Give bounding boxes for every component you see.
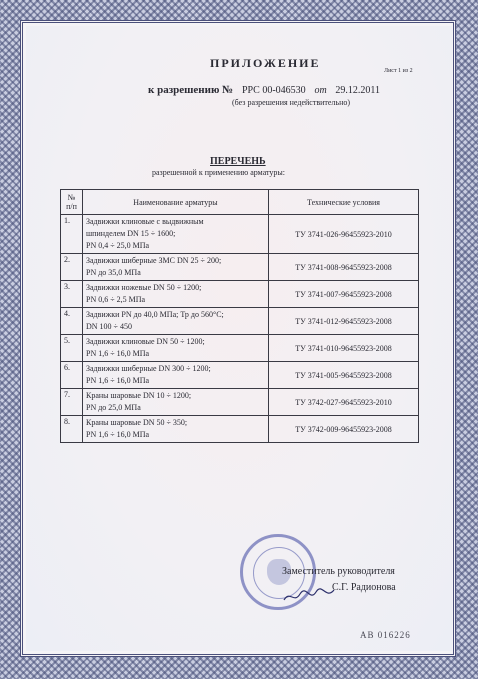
equipment-name-line: Задвижки PN до 40,0 МПа; Тр до 560°С; xyxy=(86,310,224,319)
table-row xyxy=(61,389,419,416)
technical-spec: ТУ 3741-012-96455923-2008 xyxy=(269,308,419,335)
table-row xyxy=(61,215,419,254)
equipment-name-line: PN 1,6 ÷ 16,0 МПа xyxy=(86,349,150,358)
row-number: 1. xyxy=(61,215,83,254)
equipment-name-line: PN 1,6 ÷ 16,0 МПа xyxy=(86,376,150,385)
equipment-name-line: Краны шаровые DN 50 ÷ 350; xyxy=(86,418,188,427)
equipment-name-line: PN до 35,0 МПа xyxy=(86,268,141,277)
technical-spec: ТУ 3741-010-96455923-2008 xyxy=(269,335,419,362)
equipment-name xyxy=(83,281,269,308)
equipment-name xyxy=(83,308,269,335)
table-row xyxy=(61,362,419,389)
equipment-name xyxy=(83,254,269,281)
equipment-name xyxy=(83,215,269,254)
list-title: ПЕРЕЧЕНЬ xyxy=(210,156,266,167)
row-number: 6. xyxy=(61,362,83,389)
list-subtitle: разрешенной к применению арматуры: xyxy=(152,168,286,177)
column-header-name: Наименование арматуры xyxy=(83,190,269,215)
equipment-name-line: Задвижки шиберные DN 300 ÷ 1200; xyxy=(86,364,211,373)
handwritten-signature xyxy=(282,586,336,606)
equipment-name-line: DN 100 ÷ 450 xyxy=(86,322,132,331)
equipment-name-line: PN 0,6 ÷ 2,5 МПа xyxy=(86,295,146,304)
equipment-table xyxy=(60,189,419,443)
technical-spec: ТУ 3742-009-96455923-2008 xyxy=(269,416,419,443)
row-number: 2. xyxy=(61,254,83,281)
serial-number: АВ 016226 xyxy=(360,630,411,640)
equipment-name xyxy=(83,362,269,389)
table-row xyxy=(61,308,419,335)
permit-number: РРС 00-046530 xyxy=(241,85,306,96)
technical-spec: ТУ 3741-005-96455923-2008 xyxy=(269,362,419,389)
equipment-name xyxy=(83,389,269,416)
equipment-name-line: PN 1,6 ÷ 16,0 МПа xyxy=(86,430,150,439)
table-row xyxy=(61,254,419,281)
validity-note: (без разрешения недействительно) xyxy=(232,98,351,107)
equipment-name-line: PN 0,4 ÷ 25,0 МПа xyxy=(86,241,150,250)
column-header-spec: Технические условия xyxy=(269,190,419,215)
technical-spec: ТУ 3741-008-96455923-2008 xyxy=(269,254,419,281)
table-header-row xyxy=(61,190,419,215)
table-row xyxy=(61,416,419,443)
equipment-name xyxy=(83,335,269,362)
row-number: 4. xyxy=(61,308,83,335)
table-row xyxy=(61,335,419,362)
sheet-number: Лист 1 из 2 xyxy=(384,68,413,74)
technical-spec: ТУ 3742-027-96455923-2010 xyxy=(269,389,419,416)
equipment-name-line: Задвижки клиновые с выдвижным xyxy=(86,217,204,226)
permit-date: 29.12.2011 xyxy=(335,85,381,96)
date-prefix: от xyxy=(314,85,327,96)
permit-line xyxy=(148,84,380,96)
document-title: ПРИЛОЖЕНИЕ xyxy=(210,56,321,70)
permit-label: к разрешению № xyxy=(148,84,234,96)
equipment-name-line: Задвижки клиновые DN 50 ÷ 1200; xyxy=(86,337,205,346)
row-number: 5. xyxy=(61,335,83,362)
signatory-name: С.Г. Радионова xyxy=(332,582,396,593)
equipment-name xyxy=(83,416,269,443)
technical-spec: ТУ 3741-007-96455923-2008 xyxy=(269,281,419,308)
signatory-position: Заместитель руководителя xyxy=(282,566,395,577)
row-number: 8. xyxy=(61,416,83,443)
row-number: 7. xyxy=(61,389,83,416)
equipment-name-line: Краны шаровые DN 10 ÷ 1200; xyxy=(86,391,192,400)
column-header-number: № п/п xyxy=(61,190,83,215)
equipment-name-line: Задвижки шиберные ЗМС DN 25 ÷ 200; xyxy=(86,256,222,265)
technical-spec: ТУ 3741-026-96455923-2010 xyxy=(269,215,419,254)
equipment-name-line: Задвижки ножевые DN 50 ÷ 1200; xyxy=(86,283,202,292)
equipment-name-line: шпинделем DN 15 ÷ 1600; xyxy=(86,229,176,238)
table-row xyxy=(61,281,419,308)
row-number: 3. xyxy=(61,281,83,308)
equipment-name-line: PN до 25,0 МПа xyxy=(86,403,141,412)
